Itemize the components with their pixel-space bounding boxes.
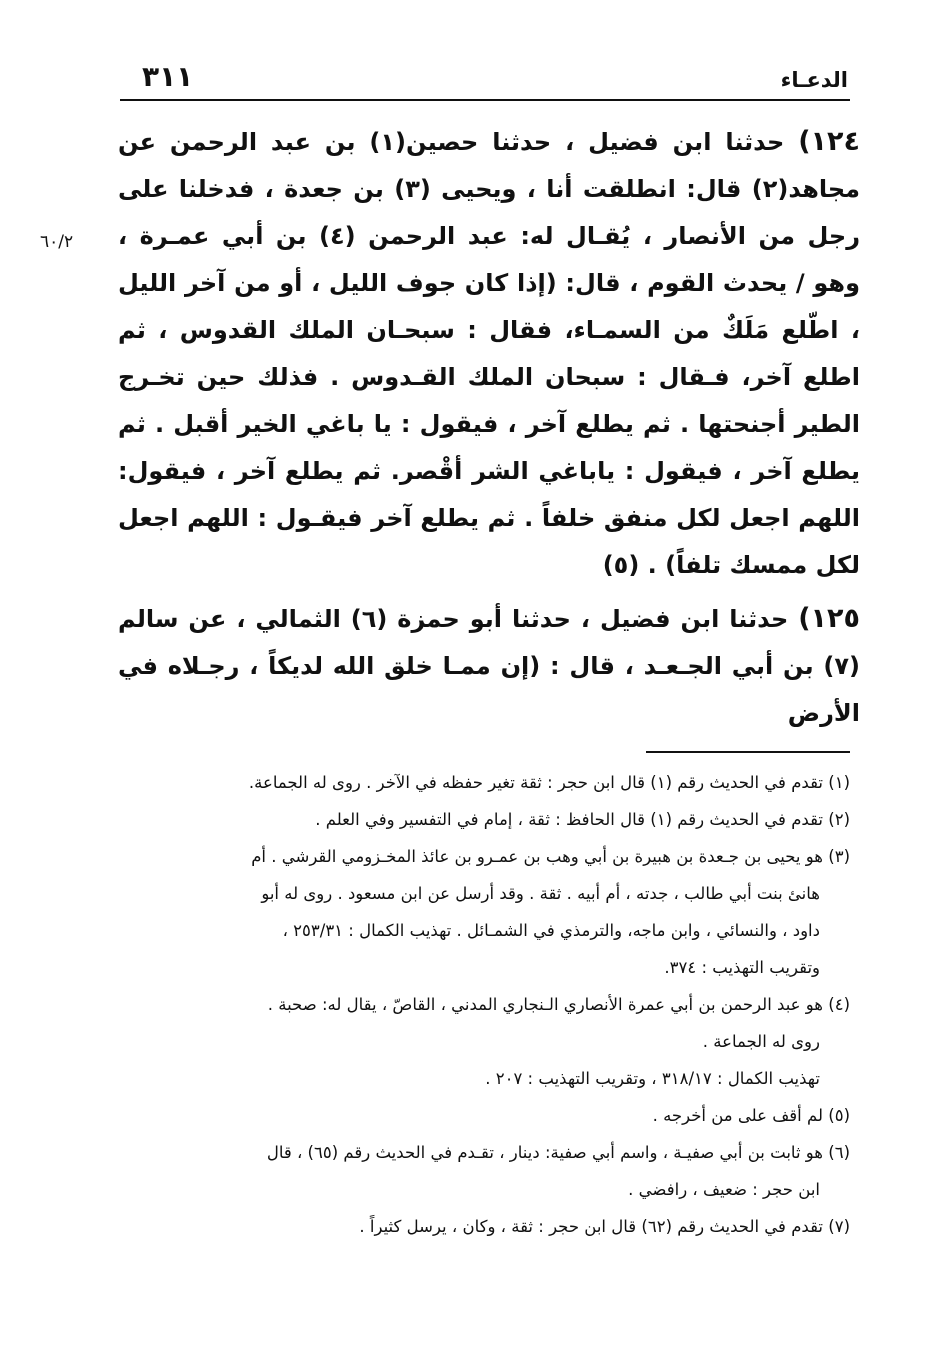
hadith-number: ١٢٤) bbox=[798, 126, 860, 157]
header-rule bbox=[120, 99, 850, 101]
hadith-text: حدثنا ابن فضيل ، حدثنا أبو حمزة (٦) الثمالي ، عن سالم (٧) بن أبي الجـعـد ، قال : (إن ممـا خلق الله لديكاً ، رجـلاه في الأرض bbox=[118, 605, 860, 727]
hadith-text: حدثنا ابن فضيل ، حدثنا حصين(١) بن عبد الرحمن عن مجاهد(٢) قال: انطلقت أنا ، ويحيى (٣) بن جعدة ، فدخلنا على رجل من الأنصار ، يُقـال له: عبد الرحمن (٤) بن أبي عمـرة ، وهو / يحدث القوم ، قال: (إذا كان جوف الليل ، أو من آخر الليل ، اطّلع مَلَكٌ من السمـاء، فقال : سبحـان الملك القدوس ، ثم اطلع آخر، فـقال : سبحان الملك القـدوس . فذلك حين تخـرج الطير أجنحتها . ثم يطلع آخر ، فيقول : يا باغي الخير أقبل . ثم يطلع آخر ، فيقول : ياباغي الشر أقْصر. ثم يطلع آخر ، فيقول: اللهم اجعل لكل منفق خلفاً . ثم يطلع آخر فيقـول : اللهم اجعل لكل ممسك تلفاً) . (٥) bbox=[118, 128, 861, 579]
footnote-4-line: تهذيب الكمال : ٣١٨/١٧ ، وتقريب التهذيب : ٢٠٧ . bbox=[485, 1069, 820, 1088]
page-header bbox=[120, 58, 848, 98]
footnote-3-line: هانئ بنت أبي طالب ، جدته ، أم أبيه . ثقة . وقد أرسل عن ابن مسعود . روى له أبو bbox=[261, 884, 820, 903]
footnote-3: (٣) هو يحيى بن جـعدة بن هبيرة بن أبي وهب بن عمـرو بن عائذ المخـزومي القرشي . أم bbox=[251, 847, 850, 866]
footnote-4: (٤) هو عبد الرحمن بن أبي عمرة الأنصاري الـنجاري المدني ، القاصّ ، يقال له: صحبة . bbox=[267, 995, 850, 1014]
hadith-125 bbox=[118, 595, 860, 737]
footnote-2: (٢) تقدم في الحديث رقم (١) قال الحافظ : ثقة ، إمام في التفسير وفي العلم . bbox=[315, 810, 850, 829]
footnote-1: (١) تقدم في الحديث رقم (١) قال ابن حجر : ثقة تغير حفظه في الآخر . روى له الجماعة. bbox=[248, 773, 850, 792]
margin-note: ٦٠/٢ bbox=[40, 232, 74, 252]
hadith-124 bbox=[118, 118, 860, 589]
footnote-3-line: داود ، والنسائي ، وابن ماجه، والترمذي في الشمـائل . تهذيب الكمال : ٢٥٣/٣١ ، bbox=[282, 921, 820, 940]
footnote-separator bbox=[646, 751, 850, 753]
footnote-6-line: ابن حجر : ضعيف ، رافضي . bbox=[628, 1180, 820, 1199]
page-number: ٣١١ bbox=[142, 60, 194, 93]
footnote-6: (٦) هو ثابت بن أبي صفيـة ، واسم أبي صفية: دينار ، تقـدم في الحديث رقم (٦٥) ، قال bbox=[266, 1143, 850, 1162]
footnotes bbox=[110, 764, 850, 1245]
running-title: الدعـاء bbox=[780, 68, 848, 92]
footnote-4-line: روى له الجماعة . bbox=[702, 1032, 820, 1051]
main-text bbox=[118, 118, 860, 741]
footnote-5: (٥) لم أقف على من أخرجه . bbox=[652, 1106, 850, 1125]
footnote-3-line: وتقريب التهذيب : ٣٧٤. bbox=[664, 958, 820, 977]
footnote-7: (٧) تقدم في الحديث رقم (٦٢) قال ابن حجر : ثقة ، وكان ، يرسل كثيراً . bbox=[359, 1217, 850, 1236]
hadith-number: ١٢٥) bbox=[798, 603, 860, 634]
